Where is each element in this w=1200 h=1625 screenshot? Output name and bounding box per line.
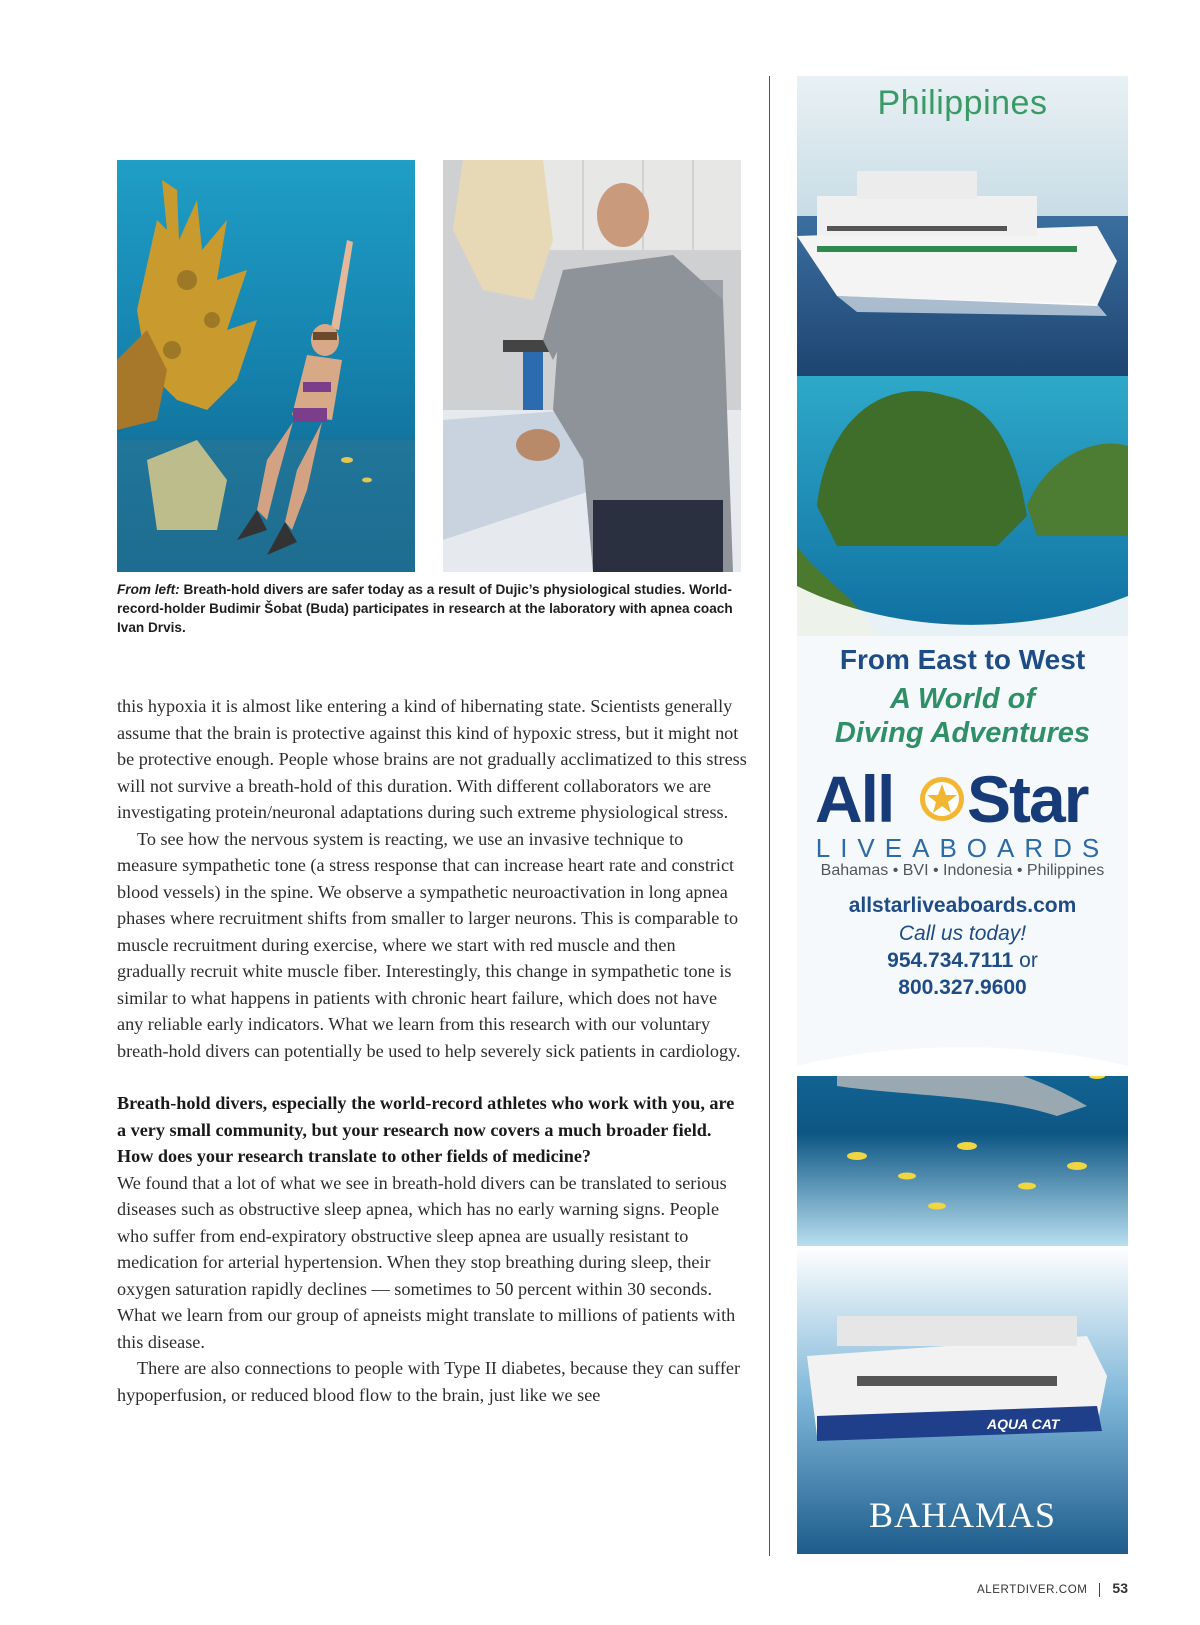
ad-phone-2[interactable]: 800.327.9600 — [898, 976, 1027, 999]
ad-headline: From East to West — [839, 644, 1086, 675]
ad-phone-1[interactable]: 954.734.7111 — [887, 949, 1014, 972]
logo-text-star: Star — [967, 762, 1088, 836]
article-paragraph-2: To see how the nervous system is reacting, we use an invasive technique to measure sympathetic tone (a stress response that can increase heart rate and constrict blood vessels) in the spine. We observe a sympathetic neuroactivation in long apnea phases where recruitment shifts from smaller to larger neurons. This is comparable to muscle recruitment during exercise, where we start with red muscle and then gradually recruit white muscle fiber. Interestingly, this change in sympathetic tone is similar to what happens in patients with chronic heart failure, which does not have any reliable early indicators. What we learn from this research with our voluntary breath-hold divers can potentially be used to help severely sick patients in cardiology. — [117, 828, 741, 1061]
ad-subheadline — [797, 682, 1128, 750]
photo-laboratory — [443, 160, 741, 572]
boat-name: AQUA CAT — [987, 1416, 1060, 1432]
footer-separator — [1099, 1583, 1100, 1597]
article-paragraph-3: We found that a lot of what we see in breath-hold divers can be translated to serious diseases such as obstructive sleep apnea, which has no early warning signs. People who suffer from end-expiratory obstructive sleep apnea are usually resistant to medication for arterial hypertension. When they stop breathing during sleep, their oxygen saturation rapidly declines — sometimes to 50 percent within 30 seconds. What we learn from our group of apneists might translate to millions of patients with this disease. — [117, 1172, 736, 1352]
ad-subhead-line-2: Diving Adventures — [834, 717, 1091, 749]
ad-locations: Bahamas • BVI • Indonesia • Philippines — [820, 862, 1105, 879]
photo-caption — [117, 580, 737, 637]
ad-phone-line-1 — [797, 949, 1128, 973]
ad-subhead-line-1: A World of — [890, 683, 1035, 715]
ad-website-link[interactable]: allstarliveaboards.com — [848, 894, 1077, 917]
logo-text-liveaboards: LIVEABOARDS — [815, 833, 1110, 863]
caption-text: Breath-hold divers are safer today as a result of Dujic’s physiological studies. World-record-holder Budimir Šobat (Buda) participates in research at the laboratory with apnea coach Ivan Drvis. — [117, 582, 733, 635]
article-paragraph-1: this hypoxia it is almost like entering a kind of hibernating state. Scientists generally assume that the brain is protective against this kind of hypoxic stress, but it might not be protective enough. People whose brains are not gradually acclimatized to this stress will not survive a breath-hold of this duration. With different collaborators we are investigating protein/neuronal adaptations during such extreme physiological stress. — [117, 696, 747, 822]
laboratory-image — [443, 160, 741, 572]
article-paragraph-4: There are also connections to people with Type II diabetes, because they can suffer hypoperfusion, or reduced blood flow to the brain, just like we see — [117, 1358, 741, 1405]
allstar-liveaboards-ad[interactable] — [797, 76, 1128, 1554]
column-divider — [769, 76, 770, 1556]
ad-title-philippines: Philippines — [877, 84, 1048, 122]
page-footer — [977, 1580, 1128, 1597]
ad-bahamas-title: BAHAMAS — [868, 1495, 1057, 1535]
ad-call-to-action: Call us today! — [898, 922, 1027, 945]
article-body — [117, 693, 747, 1408]
interview-question: Breath-hold divers, especially the world-record athletes who work with you, are a very small community, but your research now covers a much broader field. How does your research translate to other fields of medicine? — [117, 1093, 735, 1166]
footer-site: ALERTDIVER.COM — [976, 1584, 1088, 1596]
logo-text-all: All — [815, 762, 894, 836]
ad-phone-or: or — [1013, 949, 1038, 972]
caption-lead: From left: — [117, 582, 180, 597]
freediver-reef-image — [117, 160, 415, 572]
page-number: 53 — [1112, 1580, 1128, 1596]
starfish-icon — [919, 776, 965, 822]
photo-freediver-reef — [117, 160, 415, 572]
